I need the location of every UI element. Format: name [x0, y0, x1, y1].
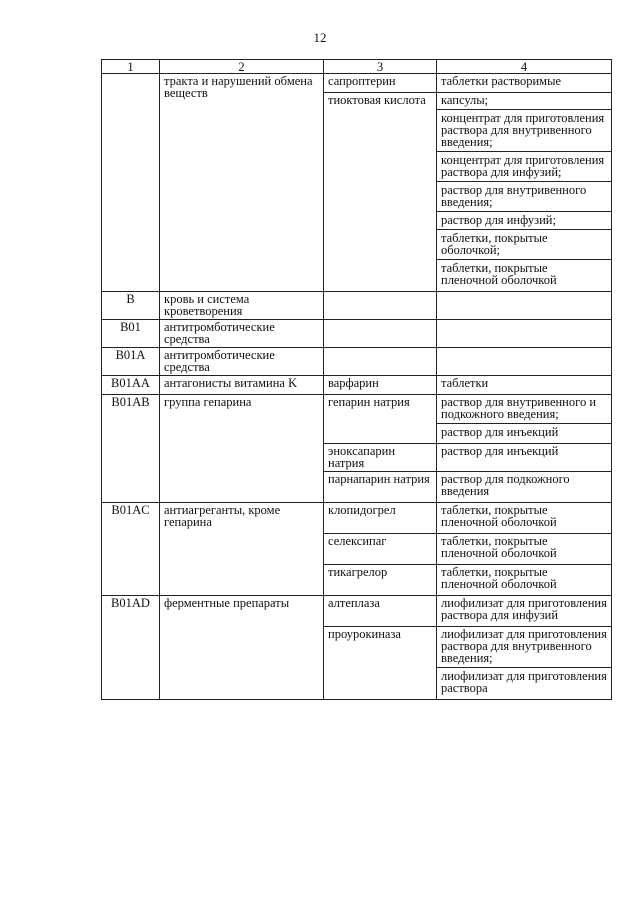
dosage-form: таблетки, покрытые пленочной оболочкой — [437, 259, 611, 289]
drug-name-cell: эноксапарин натрия — [324, 444, 437, 472]
dosage-forms-cell — [437, 596, 612, 627]
table-row — [102, 503, 612, 534]
dosage-forms-cell — [437, 627, 612, 700]
drug-name-cell: проурокиназа — [324, 627, 437, 700]
table-header-row — [102, 60, 612, 74]
table-body — [102, 74, 612, 700]
table-row — [102, 292, 612, 320]
atc-code-cell: B01AB — [102, 395, 160, 503]
dosage-form: лиофилизат для приготовления раствора для внутривенного введения; — [441, 627, 607, 665]
dosage-form: концентрат для приготовления раствора для внутривенного введения; — [437, 109, 611, 151]
column-header: 3 — [324, 60, 437, 74]
column-header: 1 — [102, 60, 160, 74]
table-row — [102, 376, 612, 395]
atc-code-cell: B01AC — [102, 503, 160, 596]
dosage-forms-cell — [437, 320, 612, 348]
atc-code-cell: B01A — [102, 348, 160, 376]
dosage-form: раствор для инъекций — [437, 423, 611, 441]
group-name-cell: антитромботические средства — [160, 348, 324, 376]
drug-table — [101, 59, 612, 700]
group-name-cell: кровь и система кроветворения — [160, 292, 324, 320]
dosage-form: таблетки растворимые — [441, 74, 562, 88]
dosage-forms-cell — [437, 534, 612, 565]
table-row — [102, 348, 612, 376]
dosage-form: капсулы; — [441, 93, 489, 107]
drug-name-cell — [324, 320, 437, 348]
drug-name-cell: селексипаг — [324, 534, 437, 565]
dosage-form: лиофилизат для приготовления раствора для инфузий — [441, 596, 607, 622]
dosage-forms-cell — [437, 348, 612, 376]
dosage-form: таблетки, покрытые оболочкой; — [437, 229, 611, 259]
drug-name-cell: сапроптерин — [324, 74, 437, 93]
table-row — [102, 395, 612, 444]
dosage-form: лиофилизат для приготовления раствора — [437, 667, 611, 697]
group-name-cell: группа гепарина — [160, 395, 324, 503]
dosage-form: раствор для инфузий; — [437, 211, 611, 229]
dosage-forms-cell — [437, 93, 612, 292]
drug-name-cell — [324, 348, 437, 376]
column-header: 4 — [437, 60, 612, 74]
drug-name-cell: тикагрелор — [324, 565, 437, 596]
drug-name-cell: алтеплаза — [324, 596, 437, 627]
atc-code-cell: B01 — [102, 320, 160, 348]
table-row — [102, 74, 612, 93]
column-header: 2 — [160, 60, 324, 74]
dosage-forms-cell — [437, 74, 612, 93]
dosage-forms-cell — [437, 472, 612, 503]
drug-name-cell: тиоктовая кислота — [324, 93, 437, 292]
drug-name-cell — [324, 292, 437, 320]
dosage-form: таблетки, покрытые пленочной оболочкой — [441, 565, 557, 591]
dosage-form: раствор для инъекций — [441, 444, 559, 458]
atc-code-cell: B — [102, 292, 160, 320]
dosage-form: таблетки, покрытые пленочной оболочкой — [441, 503, 557, 529]
dosage-form: таблетки — [441, 376, 489, 390]
page-number: 12 — [313, 30, 327, 45]
group-name-cell: ферментные препараты — [160, 596, 324, 700]
drug-name-cell: гепарин натрия — [324, 395, 437, 444]
atc-code-cell: B01AD — [102, 596, 160, 700]
dosage-form: раствор для внутривенного и подкожного введения; — [441, 395, 597, 421]
group-name-cell: антагонисты витамина K — [160, 376, 324, 395]
group-name-cell: антитромботические средства — [160, 320, 324, 348]
drug-name-cell: варфарин — [324, 376, 437, 395]
group-name-cell: антиагреганты, кроме гепарина — [160, 503, 324, 596]
atc-code-cell: B01AA — [102, 376, 160, 395]
drug-name-cell: парнапарин натрия — [324, 472, 437, 503]
dosage-form: таблетки, покрытые пленочной оболочкой — [441, 534, 557, 560]
dosage-form: концентрат для приготовления раствора для инфузий; — [437, 151, 611, 181]
dosage-form: раствор для внутривенного введения; — [437, 181, 611, 211]
dosage-forms-cell — [437, 565, 612, 596]
atc-code-cell — [102, 74, 160, 292]
dosage-forms-cell — [437, 292, 612, 320]
group-name-cell: тракта и нарушений обмена веществ — [160, 74, 324, 292]
dosage-forms-cell — [437, 376, 612, 395]
drug-name-cell: клопидогрел — [324, 503, 437, 534]
table-row — [102, 596, 612, 627]
dosage-forms-cell — [437, 444, 612, 472]
dosage-forms-cell — [437, 395, 612, 444]
dosage-forms-cell — [437, 503, 612, 534]
table-row — [102, 320, 612, 348]
dosage-form: раствор для подкожного введения — [441, 472, 570, 498]
